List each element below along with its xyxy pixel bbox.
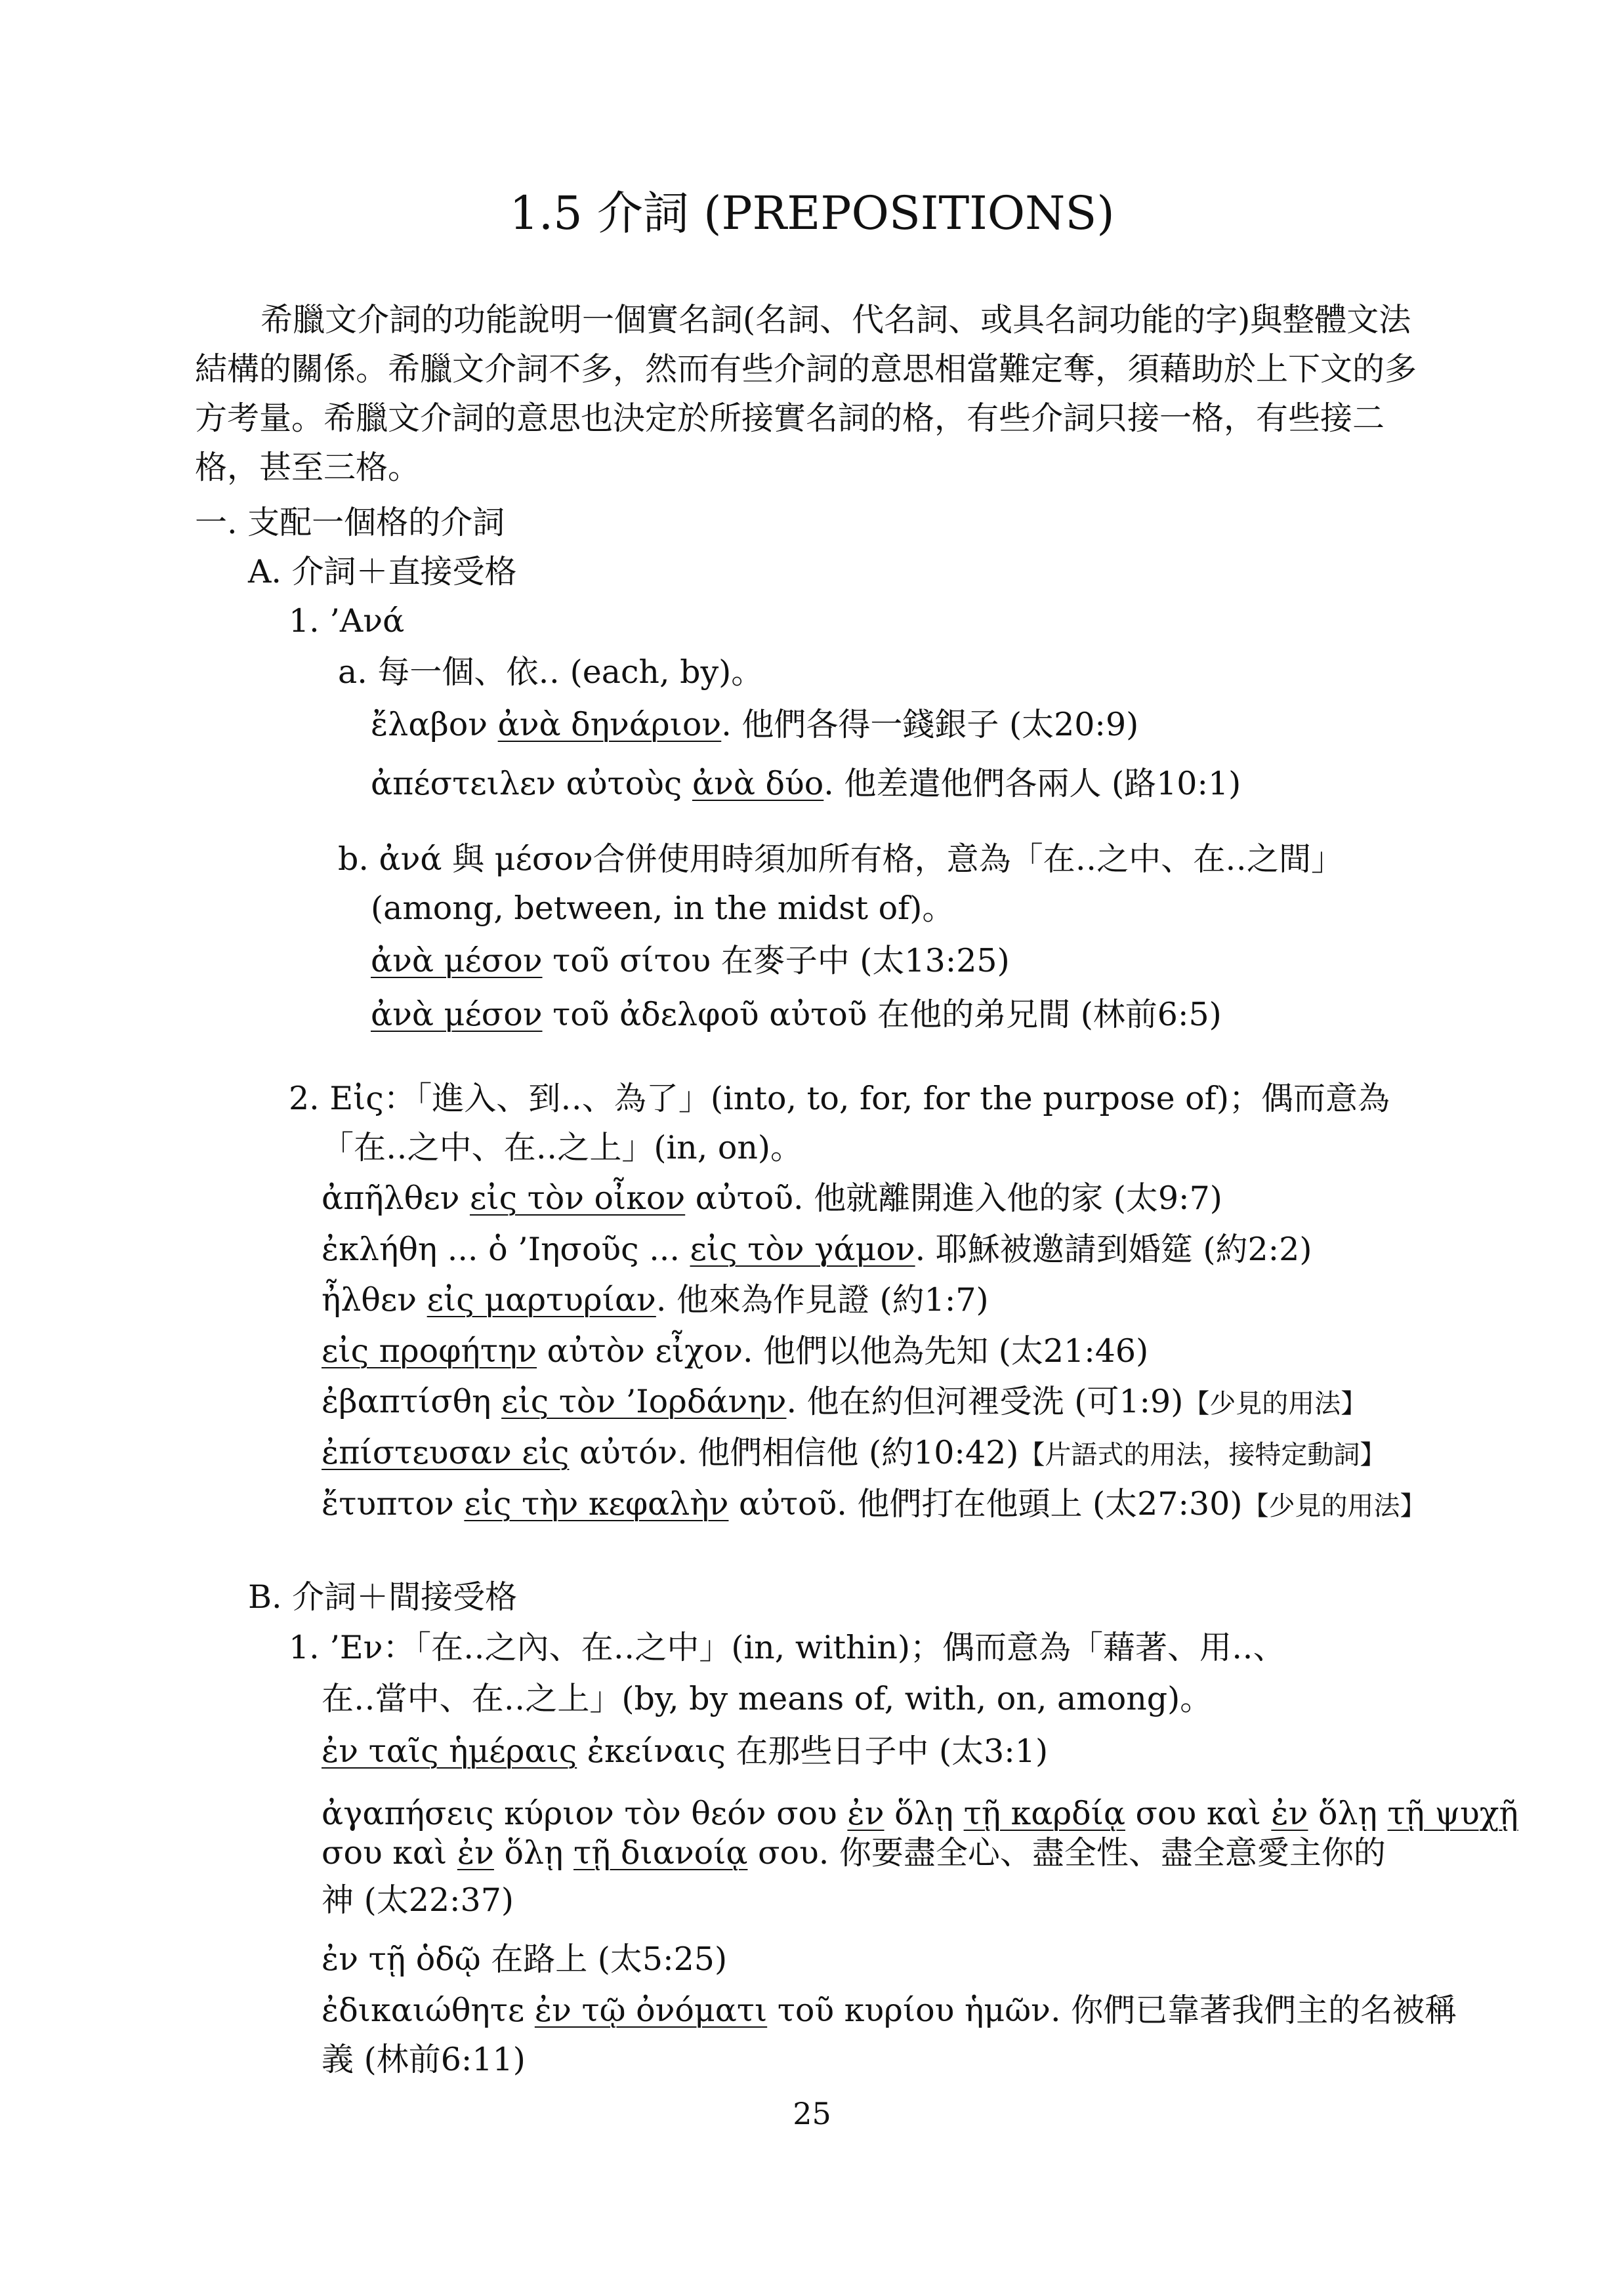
- example-line: σου καὶ ἐν ὅλῃ τῇ διανοίᾳ σου. 你要盡全心、盡全性、盡全意愛主你的: [322, 1834, 1386, 1872]
- item-en-heading-cont: 在‥當中、在‥之上」(by, by means of, with, on, among)。: [322, 1680, 1213, 1717]
- usage-note: 【片語式的用法，接特定動詞】: [1018, 1440, 1386, 1470]
- intro-text: 希臘文介詞的功能說明一個實名詞(名詞、代名詞、或具名詞功能的字)與整體文法結構的關係。希臘文介詞不多，然而有些介詞的意思相當難定奪，須藉助於上下文的多方考量。希臘文介詞的意思也決定於所接實名詞的格，有些介詞只接一格，有些接二格，甚至三格。: [195, 301, 1417, 486]
- example-line: ἐν τῇ ὁδῷ 在路上 (太5:25): [322, 1940, 728, 1978]
- example-line: ἐν ταῖς ἡμέραις ἐκείναις 在那些日子中 (太3:1): [322, 1732, 1049, 1770]
- example-line: ἀνὰ μέσον τοῦ σίτου 在麥子中 (太13:25): [371, 942, 1010, 979]
- ana-sense-b: b. ἀνά 與 μέσον合併使用時須加所有格，意為「在‥之中、在‥之間」: [338, 840, 1343, 878]
- section-1-heading: 一. 支配一個格的介詞: [195, 504, 505, 541]
- example-line: ἐπίστευσαν εἰς αὐτόν. 他們相信他 (約10:42)【片語式的用法，接特定動詞】: [322, 1434, 1386, 1471]
- example-line: ἦλθεν εἰς μαρτυρίαν. 他來為作見證 (約1:7): [322, 1281, 989, 1319]
- page-number: 25: [793, 2096, 831, 2131]
- example-line: ἀγαπήσεις κύριον τὸν θεόν σου ἐν ὅλῃ τῇ καρδίᾳ σου καὶ ἐν ὅλῃ τῇ ψυχῇ: [322, 1795, 1518, 1832]
- example-line: ἔτυπτον εἰς τὴν κεφαλὴν αὐτοῦ. 他們打在他頭上 (太27:30)【少見的用法】: [322, 1485, 1426, 1523]
- example-line: εἰς προφήτην αὐτὸν εἶχον. 他們以他為先知 (太21:46): [322, 1332, 1149, 1370]
- example-line: ἀνὰ μέσον τοῦ ἀδελφοῦ αὐτοῦ 在他的弟兄間 (林前6:5): [371, 996, 1222, 1033]
- section-1a-heading: A. 介詞＋直接受格: [248, 553, 517, 590]
- item-ana-heading: 1. ’Ανά: [289, 602, 405, 640]
- example-line: ἐκλήθη ... ὁ ’Ιησοῦς ... εἰς τὸν γάμον. 耶穌被邀請到婚筵 (約2:2): [322, 1231, 1312, 1268]
- example-line: ἀπῆλθεν εἰς τὸν οἶκον αὐτοῦ. 他就離開進入他的家 (太9:7): [322, 1179, 1222, 1217]
- usage-note: 【少見的用法】: [1242, 1491, 1426, 1521]
- usage-note: 【少見的用法】: [1183, 1389, 1367, 1419]
- item-en-heading: 1. ’Εν：「在‥之內、在‥之中」(in, within)；偶而意為「藉著、用‥、: [289, 1629, 1285, 1666]
- ana-sense-a: a. 每一個、依‥ (each, by)。: [338, 653, 764, 691]
- section-1b-heading: B. 介詞＋間接受格: [248, 1578, 518, 1616]
- example-line: 義 (林前6:11): [322, 2041, 526, 2078]
- intro-paragraph: [195, 295, 1428, 492]
- example-line: 神 (太22:37): [322, 1881, 514, 1919]
- item-eis-heading-cont: 「在‥之中、在‥之上」(in, on)。: [322, 1129, 803, 1166]
- example-line: ἀπέστειλεν αὐτοὺς ἀνὰ δύο. 他差遣他們各兩人 (路10:1): [371, 765, 1241, 802]
- page-title: 1.5 介詞 (PREPOSITIONS): [509, 186, 1115, 240]
- example-line: ἔλαβον ἀνὰ δηνάριον. 他們各得一錢銀子 (太20:9): [371, 706, 1139, 743]
- ana-sense-b-cont: (among, between, in the midst of)。: [371, 890, 955, 927]
- item-eis-heading: 2. Εἰς：「進入、到‥、為了」(into, to, for, for the purpose of)；偶而意為: [289, 1080, 1390, 1117]
- example-line: ἐβαπτίσθη εἰς τὸν ’Ιορδάνην. 他在約但河裡受洗 (可1:9)【少見的用法】: [322, 1383, 1367, 1420]
- example-line: ἐδικαιώθητε ἐν τῷ ὀνόματι τοῦ κυρίου ἡμῶν. 你們已靠著我們主的名被稱: [322, 1992, 1457, 2029]
